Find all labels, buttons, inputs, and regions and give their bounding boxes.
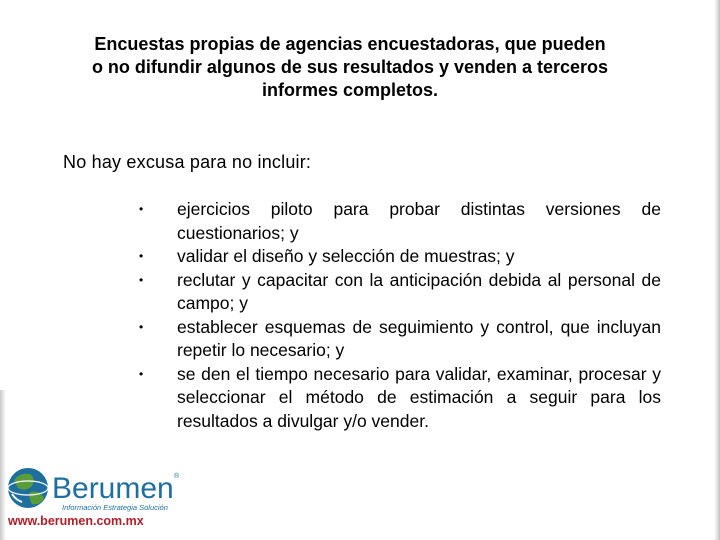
- slide-right-border: [714, 0, 720, 540]
- bullet-marker: •: [139, 249, 144, 263]
- registered-mark: ®: [174, 473, 180, 480]
- slide-title: Encuestas propias de agencias encuestadoras, que pueden o no difundir algunos de sus resultados y venden a terceros informes completos.: [91, 34, 609, 100]
- bullet-text: reclutar y capacitar con la anticipación debida al personal de campo; y: [177, 269, 661, 313]
- bullet-marker: •: [139, 272, 144, 287]
- brand-name: Berumen: [52, 472, 174, 505]
- list-item: [131, 245, 661, 269]
- berumen-logo: [6, 462, 206, 520]
- globe-icon: [8, 468, 48, 508]
- bullet-marker: •: [139, 366, 144, 381]
- list-item: [131, 198, 661, 245]
- bullet-text: ejercicios piloto para probar distintas versiones de cuestionarios; y: [177, 199, 661, 243]
- website-url: www.berumen.com.mx: [8, 514, 144, 528]
- brand-tagline: Información Estrategia Solución: [62, 503, 168, 512]
- bullet-text: se den el tiempo necesario para validar, examinar, procesar y seleccionar el método de estimación a seguir para los resultados a divulgar y/o vender.: [177, 363, 661, 431]
- list-item: [131, 363, 661, 434]
- bullet-text: validar el diseño y selección de muestras; y: [177, 246, 515, 266]
- bullet-marker: •: [139, 202, 144, 216]
- list-item: [131, 269, 661, 316]
- bullet-text: establecer esquemas de seguimiento y control, que incluyan repetir lo necesario; y: [177, 316, 661, 360]
- intro-text: No hay excusa para no incluir:: [63, 152, 312, 172]
- list-item: [131, 316, 661, 363]
- bullet-list: [131, 198, 661, 433]
- bullet-marker: •: [139, 319, 144, 334]
